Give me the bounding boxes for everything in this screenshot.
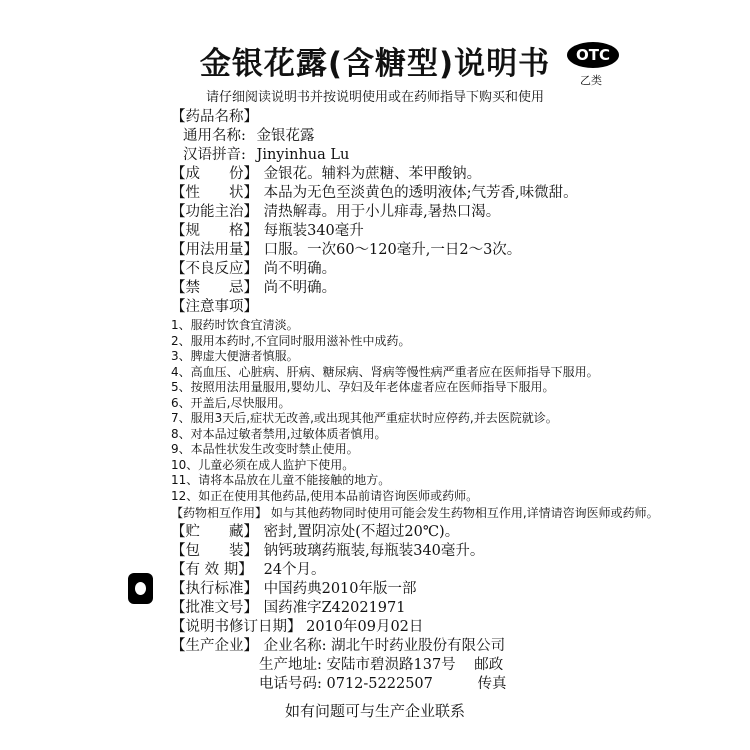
address-row bbox=[259, 656, 503, 674]
field-row-indications bbox=[171, 203, 500, 221]
field-label: 【成 份】 bbox=[171, 166, 258, 182]
phone-row bbox=[259, 675, 507, 693]
field-value: 每瓶装340毫升 bbox=[263, 223, 364, 239]
precaution-item: 8、对本品过敏者禁用,过敏体质者慎用。 bbox=[171, 426, 387, 441]
field-row-ingredients bbox=[171, 165, 481, 183]
company-name-value: 湖北午时药业股份有限公司 bbox=[331, 638, 506, 654]
validity-label: 【有 效 期】 bbox=[171, 562, 253, 578]
package-label: 【包 装】 bbox=[171, 543, 258, 559]
precaution-item: 1、服药时饮食宜清淡。 bbox=[171, 318, 299, 332]
field-label: 【不良反应】 bbox=[171, 261, 258, 277]
fax-label: 传真 bbox=[477, 676, 507, 692]
field-row-adverse-reactions bbox=[171, 260, 336, 278]
generic-name-value: 金银花露 bbox=[256, 128, 315, 144]
storage-row bbox=[171, 523, 459, 541]
pinyin-row bbox=[183, 146, 349, 164]
field-label: 【功能主治】 bbox=[171, 204, 258, 220]
field-value: 金银花。辅料为蔗糖、苯甲酸钠。 bbox=[263, 166, 482, 182]
field-value: 尚不明确。 bbox=[263, 280, 337, 296]
precaution-item: 10、儿童必须在成人监护下使用。 bbox=[171, 457, 355, 472]
otc-class-label: 乙类 bbox=[580, 74, 602, 87]
storage-label: 【贮 藏】 bbox=[171, 524, 258, 540]
approval-label: 【批准文号】 bbox=[171, 600, 258, 616]
postal-label: 邮政 bbox=[474, 657, 504, 673]
footer-contact-note: 如有问题可与生产企业联系 bbox=[284, 702, 465, 720]
black-marker-icon bbox=[128, 573, 153, 604]
package-row bbox=[171, 542, 484, 560]
standard-row bbox=[171, 580, 417, 598]
precaution-item: 11、请将本品放在儿童不能接触的地方。 bbox=[171, 473, 391, 487]
otc-badge: OTC bbox=[567, 42, 619, 68]
generic-name-row bbox=[183, 127, 315, 145]
field-value: 尚不明确。 bbox=[263, 261, 337, 277]
field-row-appearance bbox=[171, 184, 578, 202]
standard-value: 中国药典2010年版一部 bbox=[263, 581, 417, 597]
standard-label: 【执行标准】 bbox=[171, 581, 258, 597]
precaution-item: 7、服用3天后,症状无改善,或出现其他严重症状时应停药,并去医院就诊。 bbox=[171, 411, 558, 425]
storage-value: 密封,置阴凉处(不超过20℃)。 bbox=[263, 524, 460, 540]
precaution-item: 12、如正在使用其他药品,使用本品前请咨询医师或药师。 bbox=[171, 488, 479, 503]
document-subtitle: 请仔细阅读说明书并按说明使用或在药师指导下购买和使用 bbox=[205, 90, 544, 105]
company-name-label: 企业名称: bbox=[263, 638, 327, 654]
interaction-value: 如与其他药物同时使用可能会发生药物相互作用,详情请咨询医师或药师。 bbox=[270, 506, 659, 520]
generic-name-label: 通用名称: bbox=[183, 128, 246, 144]
revision-value: 2010年09月02日 bbox=[306, 619, 424, 635]
phone-value: 0712-5222507 bbox=[326, 676, 433, 692]
field-value: 口服。一次60～120毫升,一日2～3次。 bbox=[263, 242, 522, 258]
precaution-item: 6、开盖后,尽快服用。 bbox=[171, 395, 291, 410]
approval-row bbox=[171, 599, 406, 617]
precaution-item: 2、服用本药时,不宜同时服用滋补性中成药。 bbox=[171, 333, 411, 348]
precaution-item: 9、本品性状发生改变时禁止使用。 bbox=[171, 442, 359, 456]
field-label: 【规 格】 bbox=[171, 223, 258, 239]
pinyin-value: Jinyinhua Lu bbox=[256, 147, 350, 163]
approval-value: 国药准字Z42021971 bbox=[263, 600, 406, 616]
field-value: 清热解毒。用于小儿痱毒,暑热口渴。 bbox=[263, 204, 501, 220]
precaution-item: 4、高血压、心脏病、肝病、糖尿病、肾病等慢性病严重者应在医师指导下服用。 bbox=[171, 364, 599, 379]
interaction-label: 【药物相互作用】 bbox=[171, 506, 268, 520]
package-value: 钠钙玻璃药瓶装,每瓶装340毫升。 bbox=[263, 543, 485, 559]
document-title: 金银花露(含糖型)说明书 bbox=[199, 46, 551, 82]
field-label: 【禁 忌】 bbox=[171, 280, 258, 296]
address-label: 生产地址: bbox=[259, 657, 322, 673]
manufacturer-row bbox=[171, 637, 505, 655]
field-row-dosage bbox=[171, 241, 521, 259]
field-row-specification bbox=[171, 222, 364, 240]
validity-value: 24个月。 bbox=[263, 562, 326, 578]
precautions-heading: 【注意事项】 bbox=[171, 299, 258, 315]
field-row-contraindications bbox=[171, 279, 336, 297]
manufacturer-label: 【生产企业】 bbox=[171, 638, 258, 654]
precaution-item: 5、按照用法用量服用,婴幼儿、孕妇及年老体虚者应在医师指导下服用。 bbox=[171, 380, 555, 394]
drug-name-heading: 【药品名称】 bbox=[171, 109, 258, 125]
field-value: 本品为无色至淡黄色的透明液体;气芳香,味微甜。 bbox=[263, 185, 578, 201]
validity-row bbox=[171, 561, 326, 579]
revision-label: 【说明书修订日期】 bbox=[171, 619, 302, 635]
phone-label: 电话号码: bbox=[259, 676, 322, 692]
address-value: 安陆市碧涢路137号 bbox=[326, 657, 456, 673]
pinyin-label: 汉语拼音: bbox=[183, 147, 246, 163]
field-label: 【性 状】 bbox=[171, 185, 258, 201]
revision-row bbox=[171, 618, 423, 636]
precaution-item: 3、脾虚大便溏者慎服。 bbox=[171, 349, 299, 363]
interaction-row bbox=[171, 504, 659, 522]
field-label: 【用法用量】 bbox=[171, 242, 258, 258]
